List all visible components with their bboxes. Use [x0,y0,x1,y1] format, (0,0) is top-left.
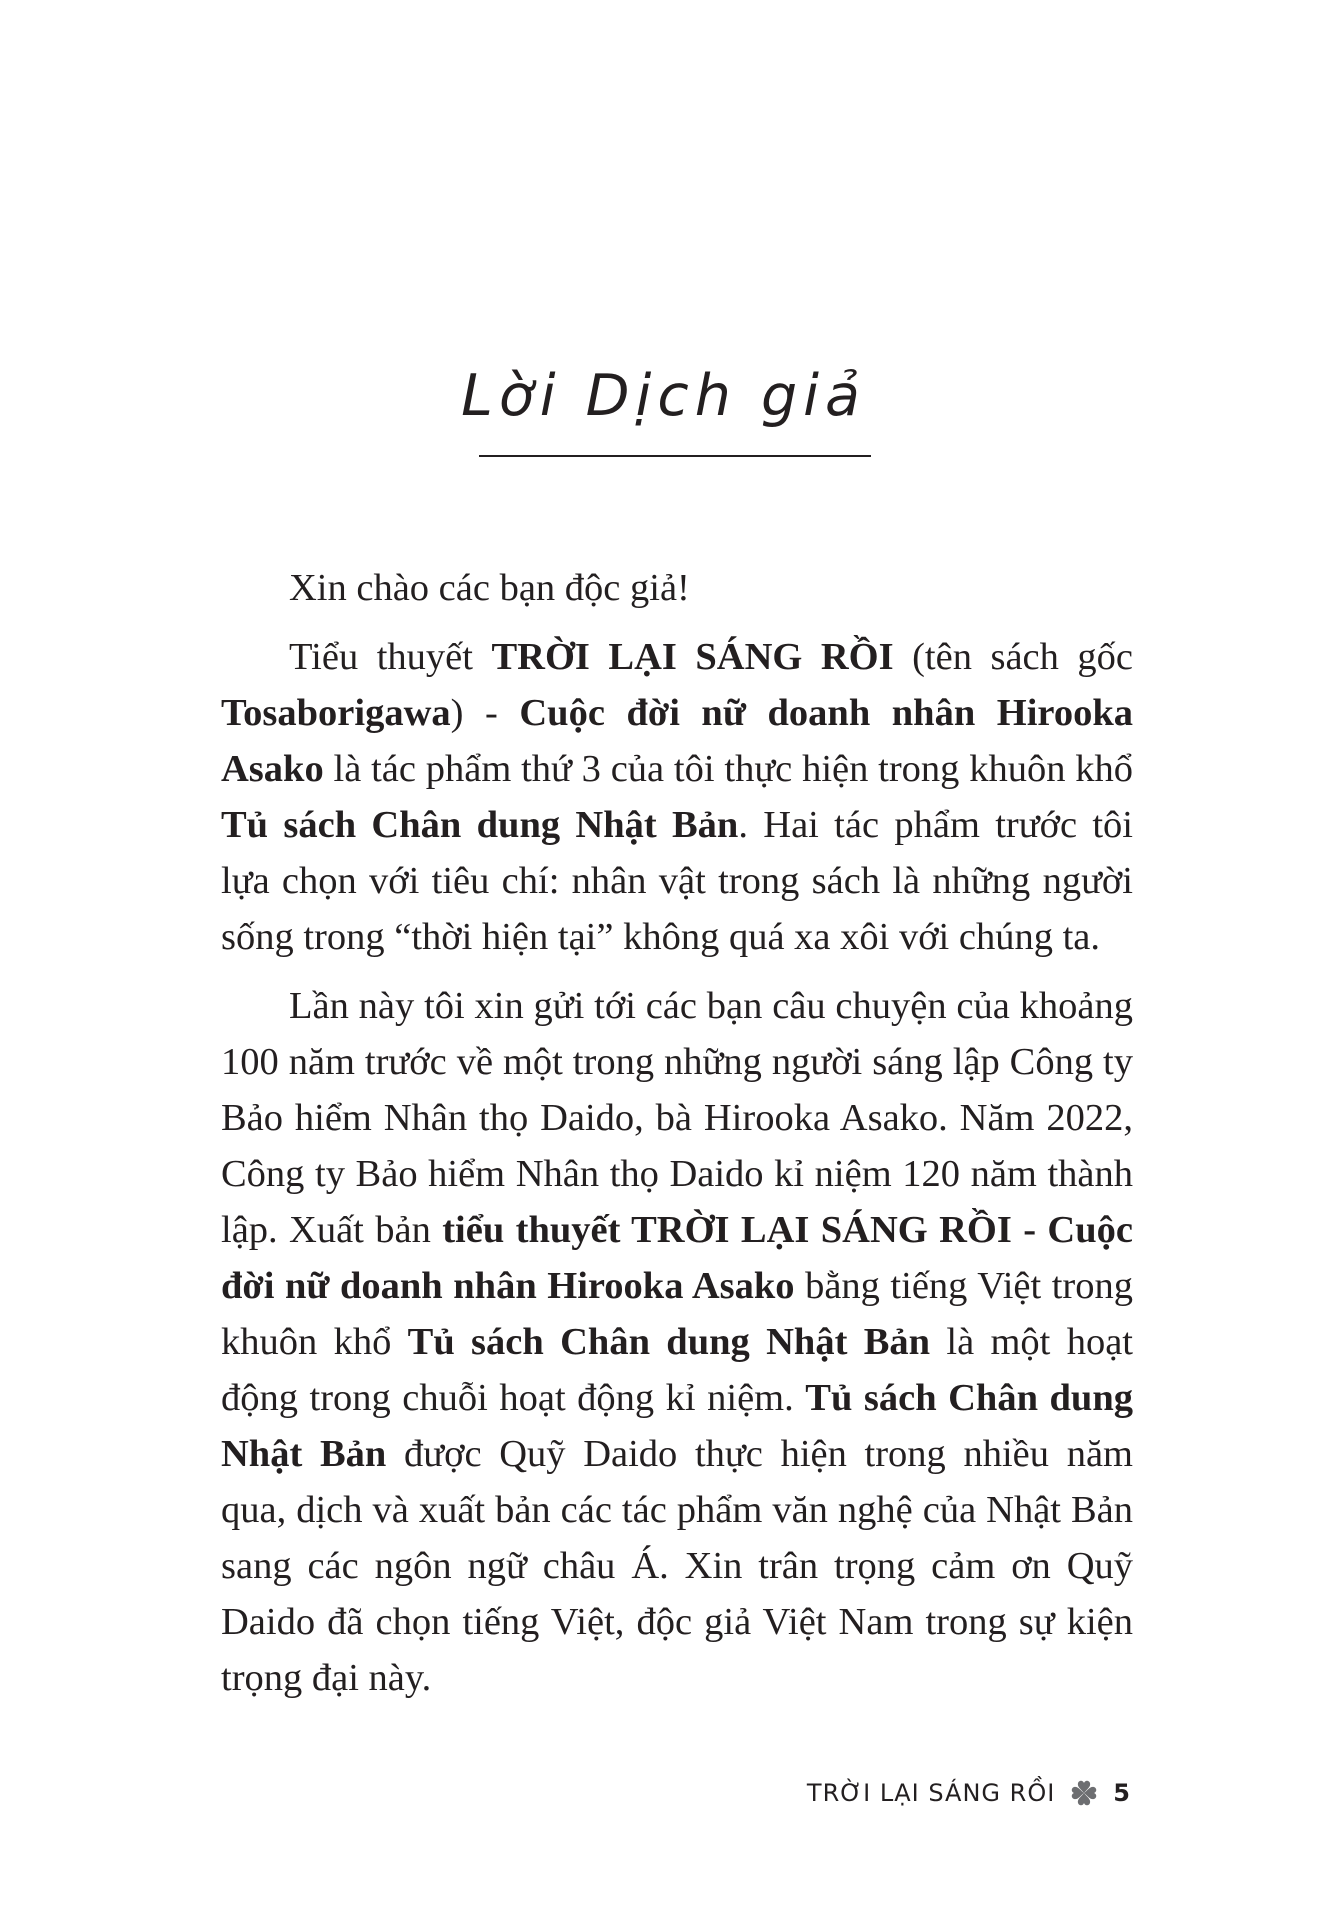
bold-text: Tosaborigawa [221,692,451,734]
bold-text: Tủ sách Chân dung Nhật Bản [407,1321,931,1363]
text-run: . Hai tác phẩm trước tôi lựa chọn với tiêu chí: nhân vật trong sách là những người sống trong “thời hiện tại” không quá xa xôi với chúng ta. [221,804,1133,958]
text-run: Tiểu thuyết [289,636,492,678]
text-run: là tác phẩm thứ 3 của tôi thực hiện trong khuôn khổ [323,748,1133,790]
bold-text: Tủ sách Chân dung Nhật Bản [221,1377,1134,1475]
bold-text: Cuộc đời nữ doanh nhân Hirooka Asako [221,692,1133,790]
text-run: Lần này tôi xin gửi tới các bạn câu chuyện của khoảng 100 năm trước về một trong những người sáng lập Công ty Bảo hiểm Nhân thọ Daido, bà Hirooka Asako. Năm 2022, Công ty Bảo hiểm Nhân thọ Daido kỉ niệm 120 năm thành lập. Xuất bản [221,985,1133,1251]
text-run: là một hoạt động trong chuỗi hoạt động kỉ niệm. [221,1321,1133,1419]
footer-book-title: TRỜI LẠI SÁNG RỒI [806,1779,1056,1807]
text-run: (tên sách gốc [893,636,1133,678]
bold-text: TRỜI LẠI SÁNG RỒI [491,636,894,678]
paragraph [221,560,1133,616]
running-footer [807,1773,1131,1813]
page-number: 5 [1113,1779,1131,1807]
bold-text: tiểu thuyết TRỜI LẠI SÁNG RỒI - Cuộc đời nữ doanh nhân Hirooka Asako [221,1209,1133,1307]
text-run: bằng tiếng Việt trong khuôn khổ [221,1265,1133,1363]
title-underline [479,455,871,457]
chapter-title: Lời Dịch giả [461,363,866,429]
text-run: được Quỹ Daido thực hiện trong nhiều năm qua, dịch và xuất bản các tác phẩm văn nghệ của Nhật Bản sang các ngôn ngữ châu Á. Xin trân trọng cảm ơn Quỹ Daido đã chọn tiếng Việt, độc giả Việt Nam trong sự kiện trọng đại này. [221,1433,1133,1699]
text-run: Xin chào các bạn độc giả! [289,567,690,609]
bold-text: Tủ sách Chân dung Nhật Bản [221,804,739,846]
paragraph [221,978,1133,1706]
clover-icon [1069,1778,1099,1808]
body-text [221,560,1133,1719]
text-run: ) - [450,692,520,734]
paragraph [221,629,1133,965]
